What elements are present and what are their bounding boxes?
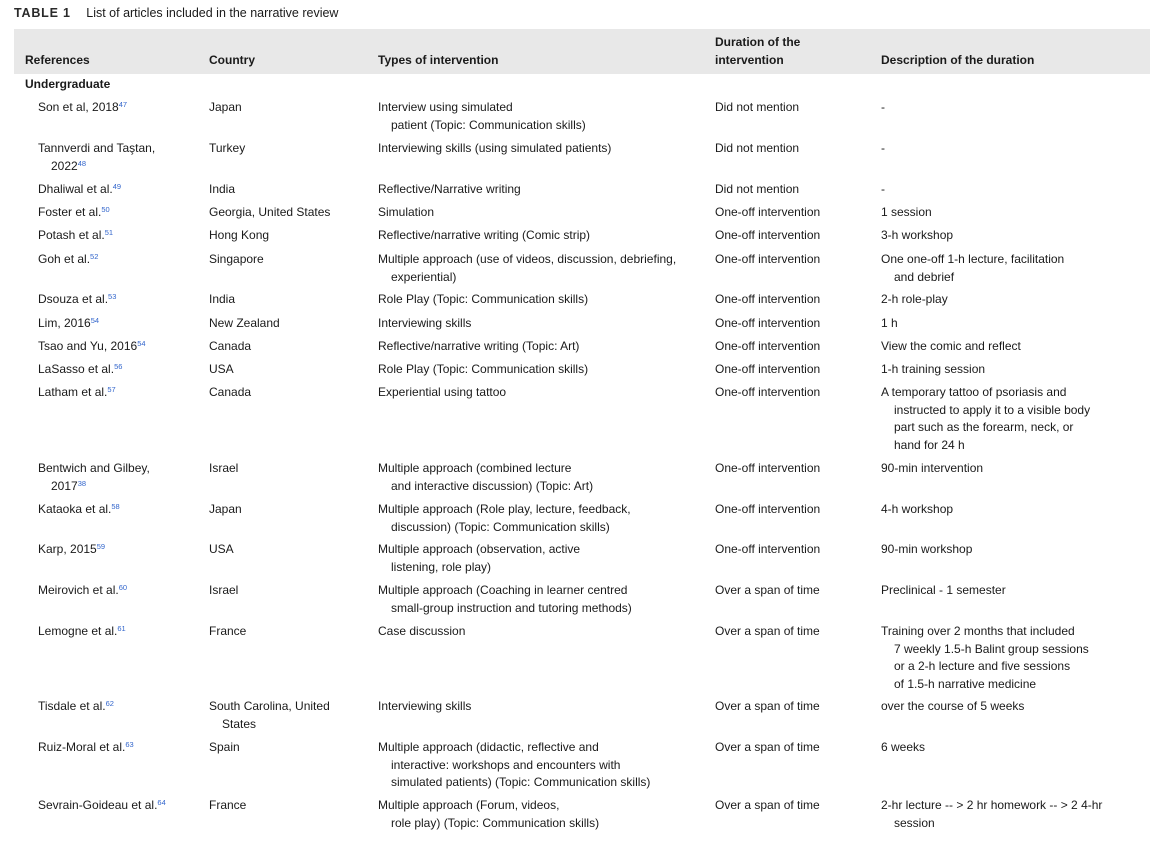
country-cell-line: Japan — [209, 502, 242, 516]
intervention-type-cell-line: Multiple approach (Forum, videos, — [378, 798, 560, 812]
reference-citation[interactable]: 58 — [111, 502, 120, 511]
duration-description-cell — [881, 140, 1149, 158]
reference-citation[interactable]: 63 — [125, 740, 134, 749]
intervention-type-cell — [378, 181, 708, 199]
header-references: References — [25, 53, 90, 67]
duration-cell: One-off intervention — [715, 228, 821, 242]
duration-cell: One-off intervention — [715, 461, 821, 475]
duration-description-cell-line: 3-h workshop — [881, 228, 954, 242]
country-cell — [209, 501, 369, 519]
duration-description-cell — [881, 204, 1149, 222]
duration-cell: One-off intervention — [715, 362, 821, 376]
intervention-type-cell-line: patient (Topic: Communication skills) — [391, 117, 586, 132]
duration-cell: Over a span of time — [715, 699, 820, 713]
reference-cell — [38, 623, 203, 641]
intervention-type-cell-line: Reflective/narrative writing (Topic: Art) — [378, 339, 580, 353]
duration-description-cell — [881, 384, 1149, 454]
reference-citation[interactable]: 60 — [118, 583, 128, 592]
duration-description-cell-line: 2-h role-play — [881, 292, 948, 306]
reference-cell-line: Meirovich et al.$^{60}$ — [38, 583, 128, 597]
intervention-type-cell-line: Role Play (Topic: Communication skills) — [378, 292, 589, 306]
intervention-type-cell — [378, 99, 708, 134]
duration-cell: One-off intervention — [715, 292, 821, 306]
duration-description-cell — [881, 361, 1149, 379]
duration-description-cell-line: - — [881, 141, 885, 155]
duration-description-cell-line: 4-h workshop — [881, 502, 954, 516]
intervention-type-cell-line: Interviewing skills (using simulated patients) — [378, 141, 612, 155]
country-cell-line: Singapore — [209, 252, 264, 266]
duration-description-cell-line: 2-hr lecture -- > 2 hr homework -- > 2 4-hr — [881, 798, 1103, 812]
duration-description-cell — [881, 181, 1149, 199]
reference-citation[interactable]: 59 — [96, 542, 106, 551]
header-duration-line2: intervention — [715, 52, 784, 67]
reference-cell — [38, 227, 203, 245]
country-cell — [209, 204, 369, 222]
reference-cell — [38, 739, 203, 757]
reference-cell-line: Lim, 2016$^{54}$ — [38, 316, 100, 330]
country-cell — [209, 460, 369, 478]
intervention-type-cell — [378, 384, 708, 402]
header-description: Description of the duration — [881, 53, 1035, 67]
country-cell — [209, 99, 369, 117]
duration-description-cell — [881, 99, 1149, 117]
intervention-type-cell-line: role play) (Topic: Communication skills) — [391, 815, 600, 830]
header-types: Types of intervention — [378, 53, 499, 67]
duration-description-cell — [881, 739, 1149, 757]
intervention-type-cell-line: simulated patients) (Topic: Communication skills) — [391, 775, 651, 789]
reference-cell-line: Sevrain-Goideau et al.$^{64}$ — [38, 798, 166, 812]
country-cell-line: Spain — [209, 740, 240, 754]
reference-cell-line: Foster et al.$^{50}$ — [38, 205, 110, 219]
country-cell-line: Turkey — [209, 141, 246, 155]
reference-cell — [38, 501, 203, 519]
reference-citation[interactable]: 50 — [101, 205, 110, 214]
duration-cell: Over a span of time — [715, 798, 820, 812]
duration-description-cell-line: part such as the forearm, neck, or — [894, 420, 1074, 434]
table-caption — [14, 6, 338, 20]
reference-cell — [38, 291, 203, 309]
duration-description-cell-line: Training over 2 months that included — [881, 624, 1075, 638]
intervention-type-cell-line: discussion) (Topic: Communication skills) — [391, 519, 610, 534]
duration-description-cell-line: session — [894, 815, 935, 830]
duration-description-cell — [881, 227, 1149, 245]
duration-cell: Did not mention — [715, 182, 800, 196]
reference-cell — [38, 797, 203, 815]
duration-description-cell-line: A temporary tattoo of psoriasis and — [881, 385, 1067, 399]
country-cell — [209, 582, 369, 600]
duration-description-cell — [881, 698, 1149, 716]
reference-cell-line: Karp, 2015$^{59}$ — [38, 542, 106, 556]
intervention-type-cell-line: Interview using simulated — [378, 100, 513, 114]
intervention-type-cell-line: Role Play (Topic: Communication skills) — [378, 362, 589, 376]
country-cell-line: France — [209, 624, 247, 638]
reference-cell — [38, 361, 203, 379]
duration-description-cell-line: 1 session — [881, 205, 932, 219]
intervention-type-cell-line: and interactive discussion) (Topic: Art) — [391, 478, 594, 493]
country-cell-line: USA — [209, 542, 234, 556]
country-cell-line: France — [209, 798, 247, 812]
reference-cell-line: Potash et al.$^{51}$ — [38, 228, 114, 242]
reference-cell-line: Bentwich and Gilbey, — [38, 461, 150, 475]
reference-cell — [38, 460, 203, 495]
intervention-type-cell — [378, 204, 708, 222]
country-cell — [209, 140, 369, 158]
duration-description-cell — [881, 291, 1149, 309]
duration-cell: One-off intervention — [715, 316, 821, 330]
country-cell — [209, 291, 369, 309]
duration-cell: Over a span of time — [715, 583, 820, 597]
duration-description-cell — [881, 338, 1149, 356]
reference-cell-line: 2022$^{48}$ — [51, 158, 87, 173]
reference-citation[interactable]: 56 — [114, 362, 123, 371]
duration-description-cell-line: View the comic and reflect — [881, 339, 1021, 353]
duration-description-cell — [881, 251, 1149, 286]
duration-cell: One-off intervention — [715, 385, 821, 399]
intervention-type-cell-line: Simulation — [378, 205, 435, 219]
duration-cell: Over a span of time — [715, 624, 820, 638]
reference-cell-line: Lemogne et al.$^{61}$ — [38, 624, 126, 638]
intervention-type-cell-line: listening, role play) — [391, 559, 492, 574]
intervention-type-cell-line: Experiential using tattoo — [378, 385, 507, 399]
country-cell-line: India — [209, 182, 236, 196]
intervention-type-cell-line: Multiple approach (Coaching in learner centred — [378, 583, 628, 597]
duration-cell: Did not mention — [715, 141, 800, 155]
intervention-type-cell-line: Interviewing skills — [378, 316, 472, 330]
intervention-type-cell — [378, 460, 708, 495]
duration-description-cell-line: instructed to apply it to a visible body — [894, 402, 1091, 417]
country-cell — [209, 739, 369, 757]
table-title: List of articles included in the narrative review — [86, 6, 339, 20]
intervention-type-cell-line: Multiple approach (combined lecture — [378, 461, 572, 475]
country-cell-line: States — [222, 716, 257, 731]
intervention-type-cell-line: Multiple approach (Role play, lecture, feedback, — [378, 502, 631, 516]
country-cell-line: USA — [209, 362, 234, 376]
section-undergraduate: Undergraduate — [25, 77, 111, 91]
reference-cell-line: Kataoka et al.$^{58}$ — [38, 502, 120, 516]
reference-cell — [38, 384, 203, 402]
reference-citation[interactable]: 64 — [157, 798, 166, 807]
reference-cell — [38, 698, 203, 716]
country-cell — [209, 338, 369, 356]
header-duration — [715, 34, 800, 69]
intervention-type-cell-line: Interviewing skills — [378, 699, 472, 713]
reference-cell-line: Tisdale et al.$^{62}$ — [38, 699, 114, 713]
reference-cell-line: Son et al, 2018$^{47}$ — [38, 100, 128, 114]
duration-description-cell — [881, 315, 1149, 333]
duration-description-cell-line: 7 weekly 1.5-h Balint group sessions — [894, 641, 1089, 656]
reference-cell-line: Latham et al.$^{57}$ — [38, 385, 116, 399]
country-cell-line: Canada — [209, 339, 252, 353]
duration-description-cell — [881, 623, 1149, 693]
intervention-type-cell — [378, 338, 708, 356]
duration-description-cell — [881, 582, 1149, 600]
reference-citation[interactable]: 61 — [117, 624, 126, 633]
reference-cell-line: LaSasso et al.$^{56}$ — [38, 362, 123, 376]
reference-cell — [38, 338, 203, 356]
duration-description-cell-line: 1-h training session — [881, 362, 986, 376]
country-cell — [209, 227, 369, 245]
duration-description-cell-line: One one-off 1-h lecture, facilitation — [881, 252, 1065, 266]
country-cell-line: Israel — [209, 461, 239, 475]
reference-citation[interactable]: 57 — [107, 385, 116, 394]
duration-description-cell-line: 6 weeks — [881, 740, 926, 754]
duration-description-cell-line: over the course of 5 weeks — [881, 699, 1025, 713]
reference-citation[interactable]: 54 — [90, 316, 100, 325]
reference-cell — [38, 582, 203, 600]
intervention-type-cell — [378, 140, 708, 158]
duration-description-cell-line: 90-min intervention — [881, 461, 984, 475]
reference-cell-line: Dhaliwal et al.$^{49}$ — [38, 182, 122, 196]
header-duration-line1: Duration of the — [715, 35, 801, 49]
duration-description-cell-line: 1 h — [881, 316, 898, 330]
reference-cell — [38, 99, 203, 117]
reference-cell — [38, 140, 203, 175]
intervention-type-cell-line: small-group instruction and tutoring methods) — [391, 600, 632, 615]
country-cell — [209, 541, 369, 559]
country-cell — [209, 361, 369, 379]
reference-citation[interactable]: 54 — [137, 339, 146, 348]
intervention-type-cell-line: Reflective/narrative writing (Comic strip) — [378, 228, 591, 242]
intervention-type-cell-line: Multiple approach (observation, active — [378, 542, 581, 556]
reference-cell-line: Tannverdi and Taştan, — [38, 141, 156, 155]
duration-cell: Did not mention — [715, 100, 800, 114]
duration-description-cell-line: 90-min workshop — [881, 542, 973, 556]
country-cell — [209, 251, 369, 269]
duration-description-cell-line: hand for 24 h — [894, 437, 965, 452]
country-cell-line: Israel — [209, 583, 239, 597]
intervention-type-cell-line: experiential) — [391, 269, 457, 284]
intervention-type-cell — [378, 291, 708, 309]
intervention-type-cell — [378, 698, 708, 716]
reference-citation[interactable]: 49 — [112, 182, 122, 191]
reference-cell-line: Dsouza et al.$^{53}$ — [38, 292, 117, 306]
intervention-type-cell — [378, 739, 708, 792]
duration-cell: One-off intervention — [715, 502, 821, 516]
duration-description-cell — [881, 541, 1149, 559]
country-cell-line: Hong Kong — [209, 228, 270, 242]
country-cell-line: New Zealand — [209, 316, 280, 330]
reference-cell-line: 2017$^{38}$ — [51, 478, 87, 493]
duration-description-cell — [881, 460, 1149, 478]
duration-description-cell-line: and debrief — [894, 269, 955, 284]
intervention-type-cell — [378, 251, 708, 286]
intervention-type-cell — [378, 797, 708, 832]
reference-citation[interactable]: 51 — [104, 228, 114, 237]
intervention-type-cell — [378, 582, 708, 617]
country-cell-line: India — [209, 292, 236, 306]
country-cell — [209, 698, 369, 733]
intervention-type-cell — [378, 315, 708, 333]
reference-cell — [38, 181, 203, 199]
country-cell-line: South Carolina, United — [209, 699, 330, 713]
intervention-type-cell-line: Multiple approach (didactic, reflective and — [378, 740, 599, 754]
duration-cell: One-off intervention — [715, 339, 821, 353]
country-cell — [209, 384, 369, 402]
intervention-type-cell — [378, 623, 708, 641]
duration-description-cell-line: or a 2-h lecture and five sessions — [894, 659, 1071, 673]
duration-description-cell-line: of 1.5-h narrative medicine — [894, 676, 1037, 691]
header-country: Country — [209, 53, 255, 67]
reference-cell — [38, 315, 203, 333]
reference-citation[interactable]: 47 — [118, 100, 128, 109]
reference-cell-line: Ruiz-Moral et al.$^{63}$ — [38, 740, 134, 754]
country-cell — [209, 315, 369, 333]
country-cell — [209, 623, 369, 641]
reference-citation[interactable]: 48 — [77, 158, 87, 168]
reference-citation[interactable]: 62 — [105, 699, 114, 708]
intervention-type-cell — [378, 361, 708, 379]
duration-description-cell-line: - — [881, 100, 885, 114]
duration-cell: Over a span of time — [715, 740, 820, 754]
country-cell-line: Georgia, United States — [209, 205, 331, 219]
reference-citation[interactable]: 38 — [77, 478, 87, 488]
duration-description-cell — [881, 501, 1149, 519]
intervention-type-cell-line: Multiple approach (use of videos, discussion, debriefing, — [378, 252, 677, 266]
duration-description-cell — [881, 797, 1149, 832]
reference-cell-line: Goh et al.$^{52}$ — [38, 252, 99, 266]
table-label: TABLE 1 — [14, 6, 71, 20]
reference-cell — [38, 541, 203, 559]
reference-cell — [38, 204, 203, 222]
duration-description-cell-line: Preclinical - 1 semester — [881, 583, 1006, 597]
reference-cell — [38, 251, 203, 269]
reference-cell-line: Tsao and Yu, 2016$^{54}$ — [38, 339, 146, 353]
duration-cell: One-off intervention — [715, 542, 821, 556]
intervention-type-cell-line: interactive: workshops and encounters with — [391, 757, 621, 772]
duration-description-cell-line: - — [881, 182, 885, 196]
intervention-type-cell — [378, 227, 708, 245]
country-cell — [209, 797, 369, 815]
intervention-type-cell — [378, 541, 708, 576]
duration-cell: One-off intervention — [715, 205, 821, 219]
reference-citation[interactable]: 53 — [108, 292, 117, 301]
duration-cell: One-off intervention — [715, 252, 821, 266]
country-cell-line: Canada — [209, 385, 252, 399]
country-cell — [209, 181, 369, 199]
intervention-type-cell-line: Reflective/Narrative writing — [378, 182, 521, 196]
intervention-type-cell — [378, 501, 708, 536]
country-cell-line: Japan — [209, 100, 242, 114]
reference-citation[interactable]: 52 — [90, 252, 99, 261]
intervention-type-cell-line: Case discussion — [378, 624, 466, 638]
